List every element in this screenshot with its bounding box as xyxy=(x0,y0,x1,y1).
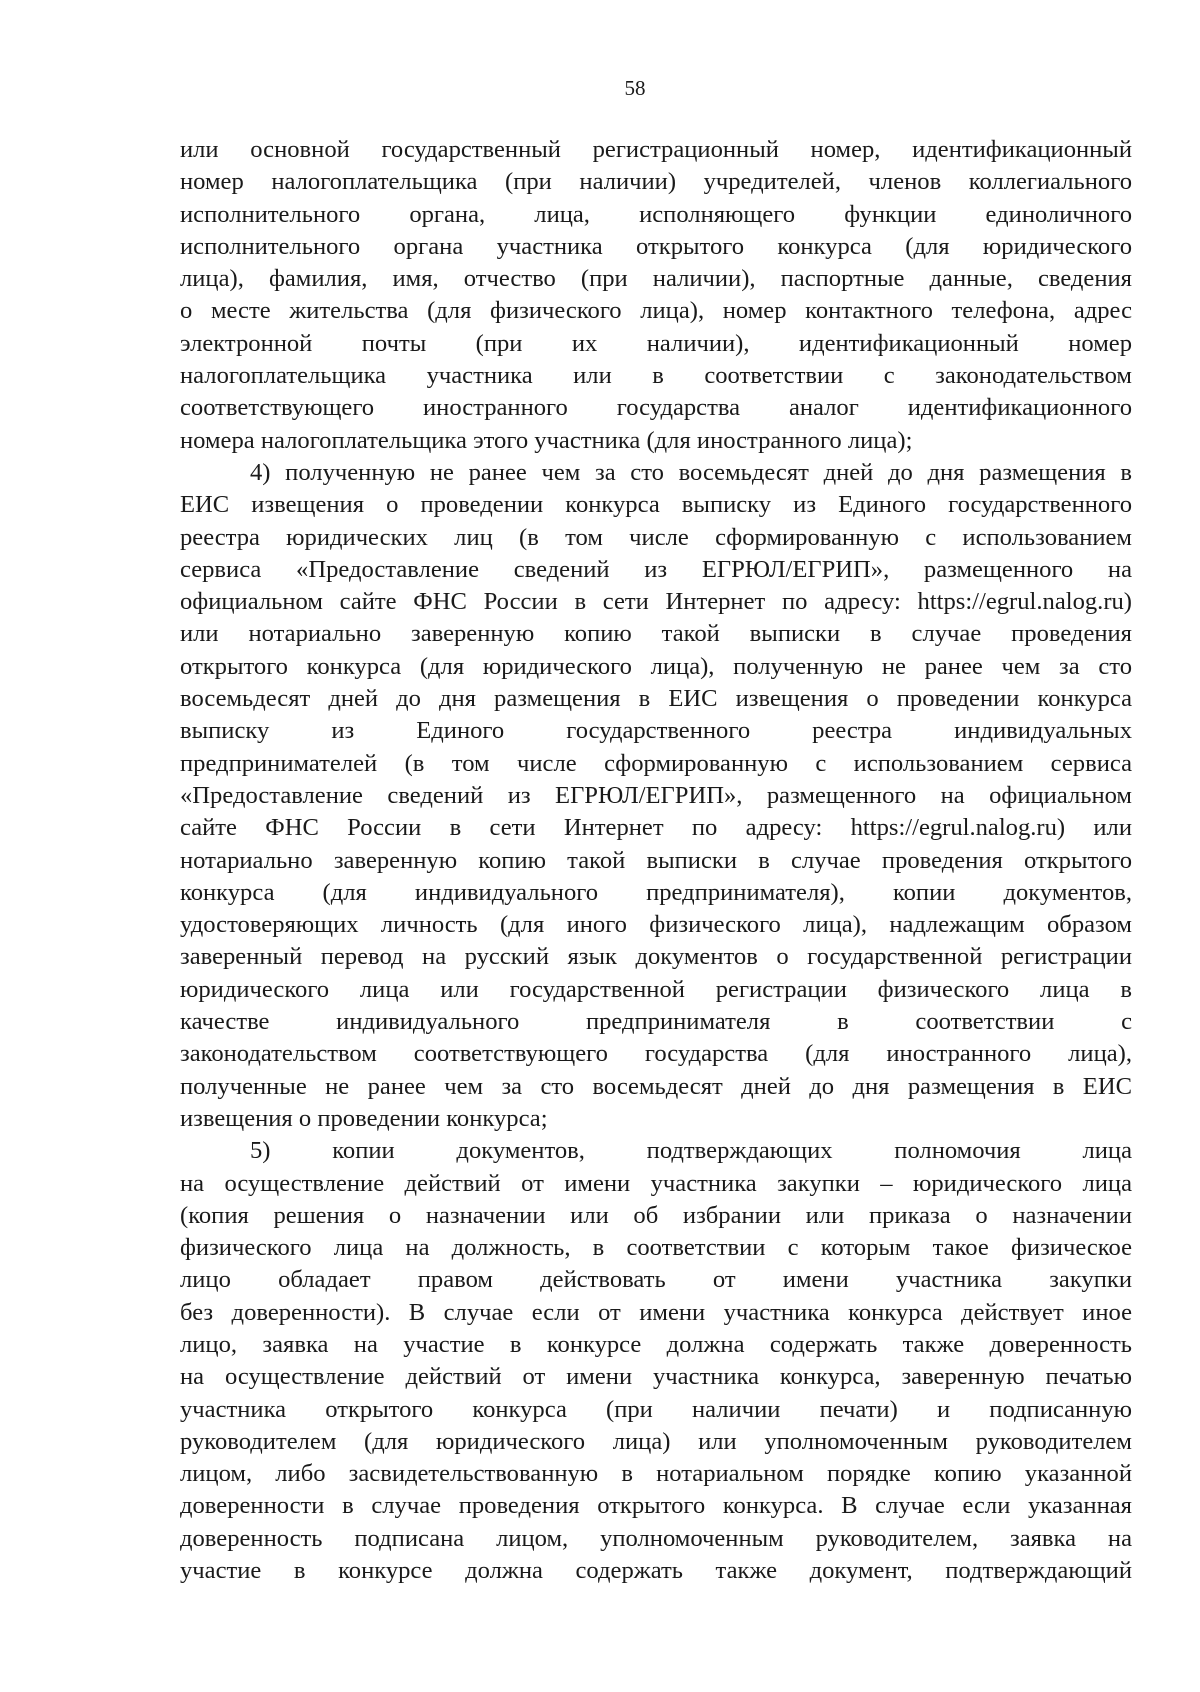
text-line: юридического лица или государственной регистрации физического лица в xyxy=(180,975,1132,1003)
text-line: восемьдесят дней до дня размещения в ЕИС извещения о проведении конкурса xyxy=(180,685,1132,713)
text-line: конкурса (для индивидуального предпринимателя), копии документов, xyxy=(180,878,1132,906)
text-line: на осуществление действий от имени участника конкурса, заверенную печатью xyxy=(180,1363,1132,1391)
text-line: нотариально заверенную копию такой выписки в случае проведения открытого xyxy=(180,846,1132,874)
text-line: ЕИС извещения о проведении конкурса выписку из Единого государственного xyxy=(180,491,1132,519)
text-line: лицо, заявка на участие в конкурсе должна содержать также доверенность xyxy=(180,1330,1132,1358)
text-line: лица), фамилия, имя, отчество (при наличии), паспортные данные, сведения xyxy=(180,265,1132,293)
text-line: соответствующего иностранного государства аналог идентификационного xyxy=(180,394,1132,422)
text-line: исполнительного органа участника открытого конкурса (для юридического xyxy=(180,232,1132,260)
page-number: 58 xyxy=(624,76,646,100)
text-line: исполнительного органа, лица, исполняющего функции единоличного xyxy=(180,200,1132,228)
text-line: лицом, либо засвидетельствованную в нотариальном порядке копию указанной xyxy=(180,1460,1132,1488)
text-line: (копия решения о назначении или об избрании или приказа о назначении xyxy=(180,1201,1132,1229)
text-line: реестра юридических лиц (в том числе сформированную с использованием xyxy=(180,523,1132,551)
text-line: или основной государственный регистрационный номер, идентификационный xyxy=(180,136,1132,163)
text-line: или нотариально заверенную копию такой выписки в случае проведения xyxy=(180,620,1132,648)
text-line: о месте жительства (для физического лица), номер контактного телефона, адрес xyxy=(180,297,1132,325)
text-line: номер налогоплательщика (при наличии) учредителей, членов коллегиального xyxy=(180,168,1132,196)
text-line: на осуществление действий от имени участника закупки – юридического лица xyxy=(180,1169,1132,1197)
text-line: законодательством соответствующего государства (для иностранного лица), xyxy=(180,1040,1132,1068)
text-line: извещения о проведении конкурса; xyxy=(180,1104,548,1132)
text-line: предпринимателей (в том числе сформированную с использованием сервиса xyxy=(180,749,1132,777)
document-body xyxy=(180,134,1132,1587)
text-line: физического лица на должность, в соответствии с которым такое физическое xyxy=(180,1234,1132,1262)
text-line: участие в конкурсе должна содержать также документ, подтверждающий xyxy=(180,1557,1132,1585)
text-line: 5) копии документов, подтверждающих полномочия лица xyxy=(250,1137,1132,1165)
text-line: участника открытого конкурса (при наличии печати) и подписанную xyxy=(180,1395,1132,1423)
text-line: 4) полученную не ранее чем за сто восемьдесят дней до дня размещения в xyxy=(250,458,1132,486)
text-line: номера налогоплательщика этого участника (для иностранного лица); xyxy=(180,426,913,454)
text-line: «Предоставление сведений из ЕГРЮЛ/ЕГРИП», размещенного на официальном xyxy=(180,781,1132,809)
text-line: сервиса «Предоставление сведений из ЕГРЮЛ/ЕГРИП», размещенного на xyxy=(180,555,1132,583)
text-line: удостоверяющих личность (для иного физического лица), надлежащим образом xyxy=(180,911,1132,939)
text-line: качестве индивидуального предпринимателя в соответствии с xyxy=(180,1008,1132,1036)
text-line: открытого конкурса (для юридического лица), полученную не ранее чем за сто xyxy=(180,652,1132,680)
text-line: заверенный перевод на русский язык документов о государственной регистрации xyxy=(180,943,1132,971)
text-line: сайте ФНС России в сети Интернет по адресу: https://egrul.nalog.ru) или xyxy=(180,814,1132,842)
text-line: налогоплательщика участника или в соответствии с законодательством xyxy=(180,362,1132,390)
text-line: руководителем (для юридического лица) или уполномоченным руководителем xyxy=(180,1427,1132,1455)
text-line: электронной почты (при их наличии), идентификационный номер xyxy=(180,329,1132,357)
text-line: полученные не ранее чем за сто восемьдесят дней до дня размещения в ЕИС xyxy=(180,1072,1132,1100)
text-line: доверенности в случае проведения открытого конкурса. В случае если указанная xyxy=(180,1492,1132,1520)
text-line: лицо обладает правом действовать от имени участника закупки xyxy=(180,1266,1132,1294)
text-line: без доверенности). В случае если от имени участника конкурса действует иное xyxy=(180,1298,1132,1326)
text-line: выписку из Единого государственного реестра индивидуальных xyxy=(180,717,1132,745)
text-line: доверенность подписана лицом, уполномоченным руководителем, заявка на xyxy=(180,1524,1132,1552)
text-line: официальном сайте ФНС России в сети Интернет по адресу: https://egrul.nalog.ru) xyxy=(180,588,1132,616)
